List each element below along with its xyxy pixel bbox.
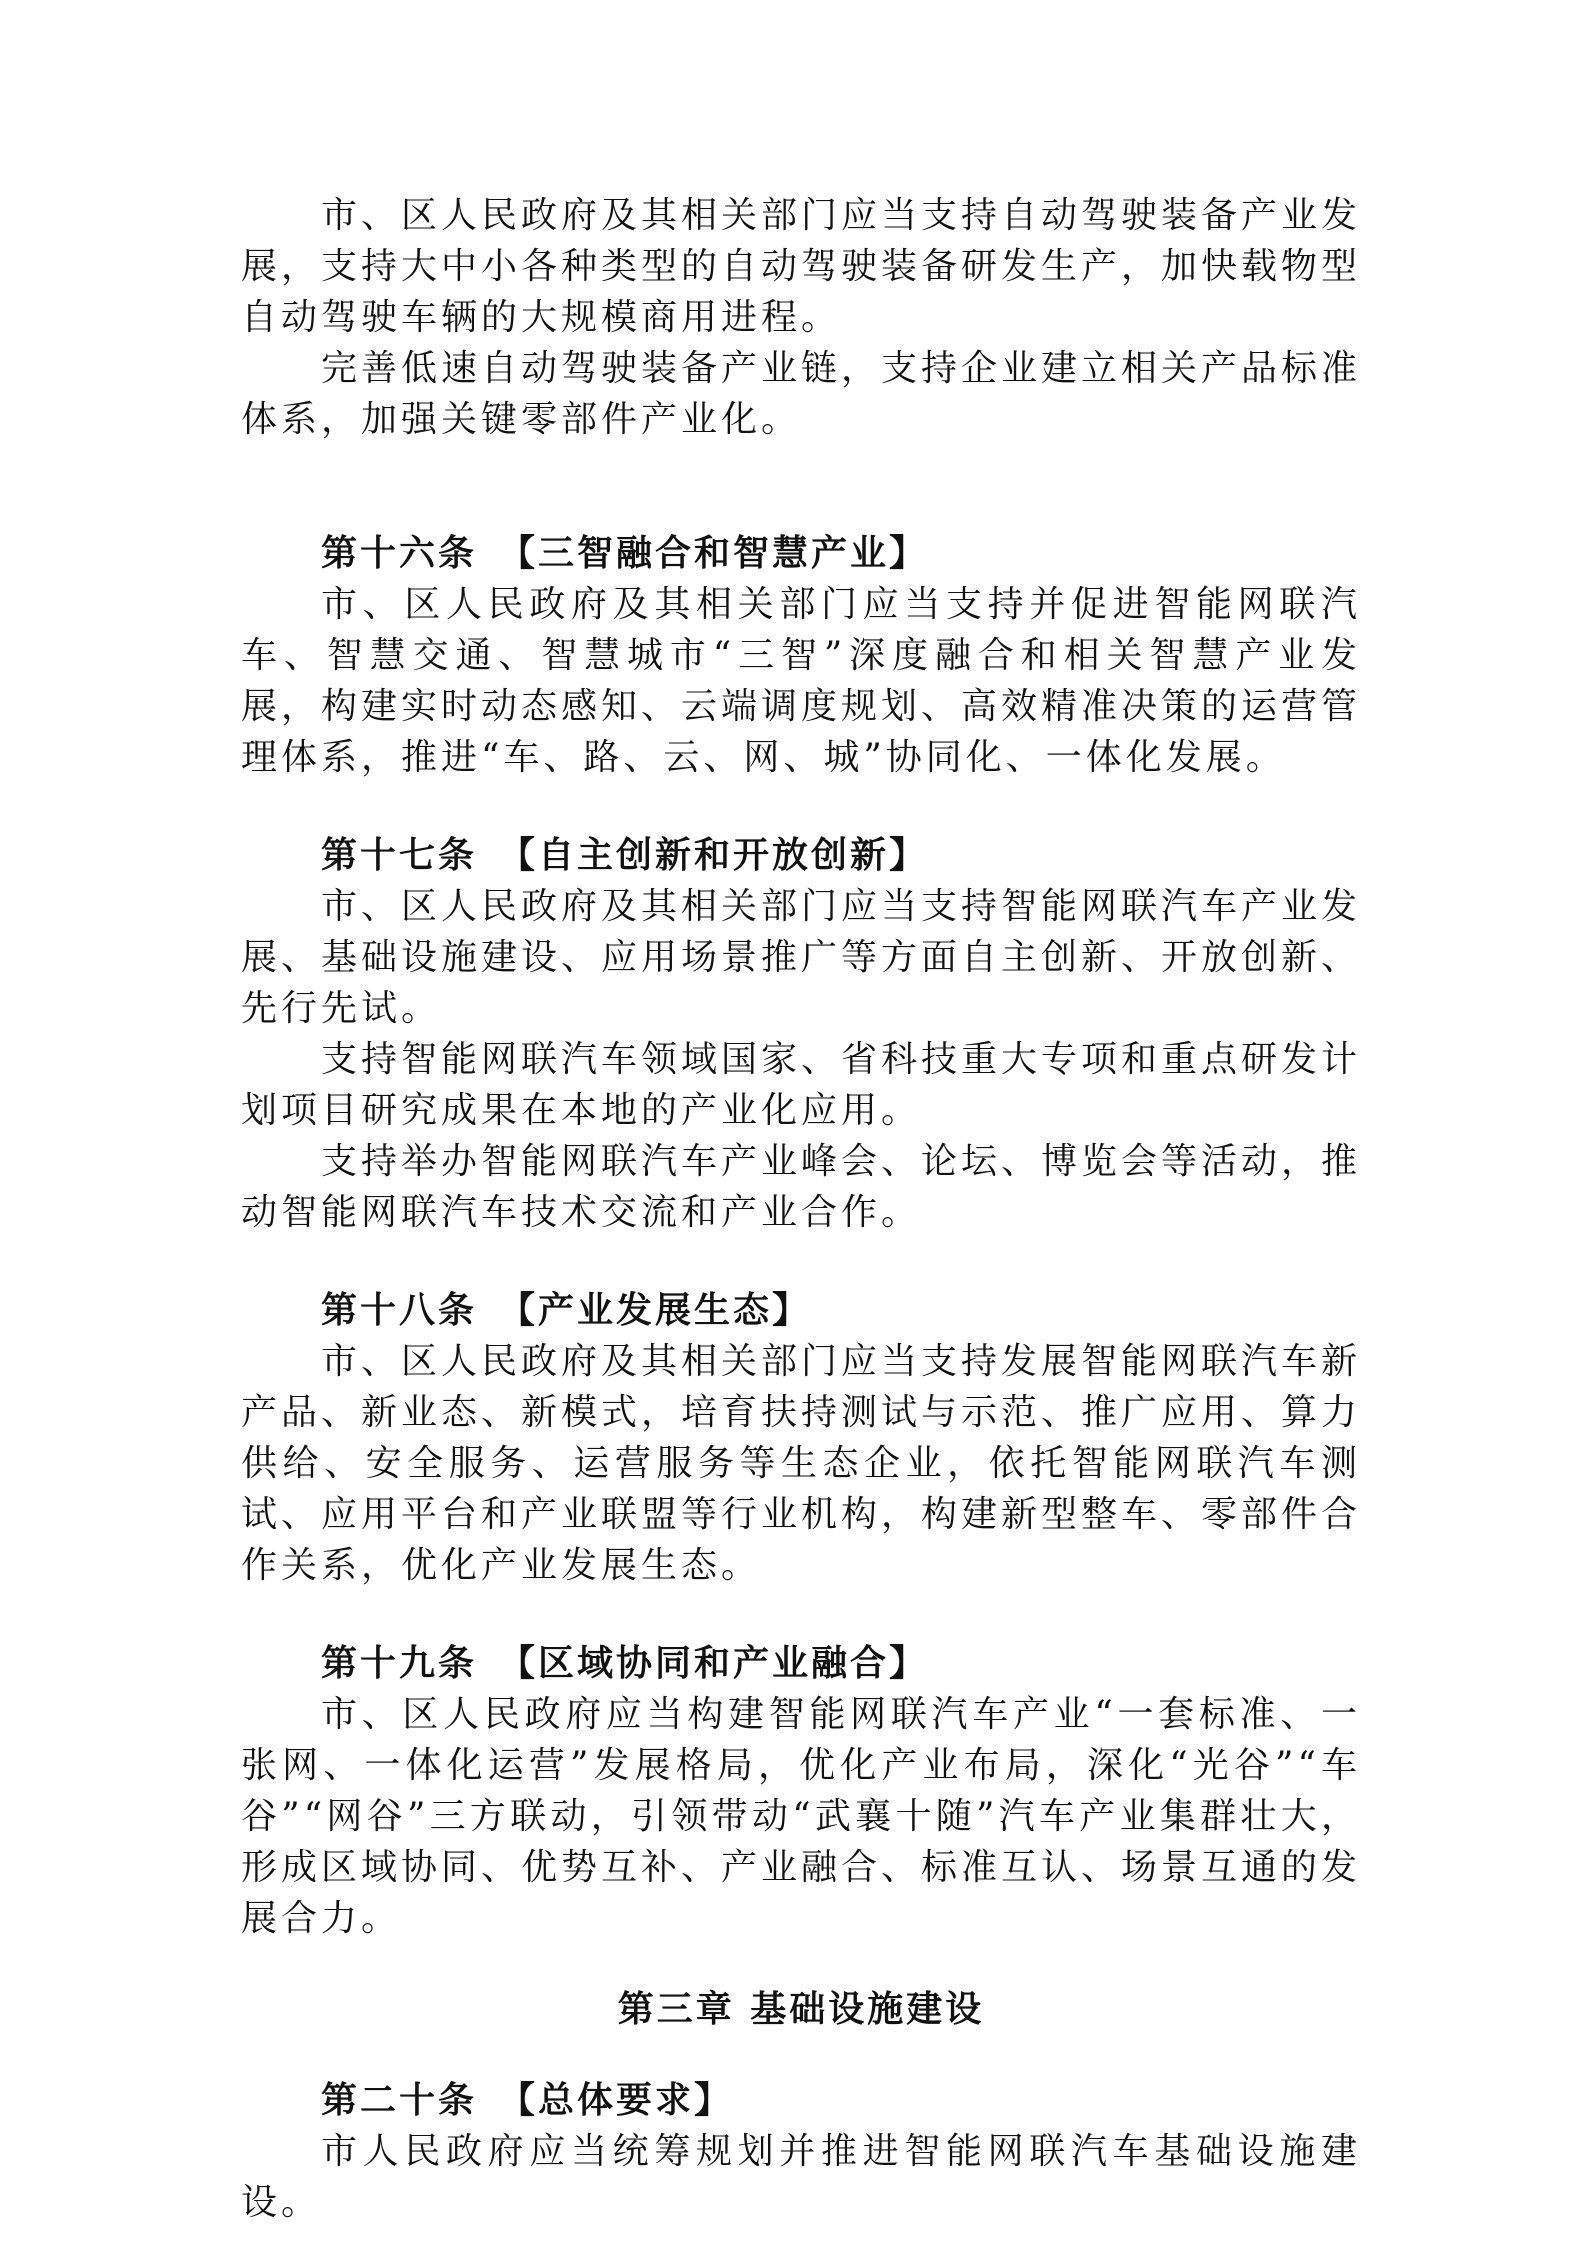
article-18-title: 【产业发展生态】 [499,1289,812,1331]
article-17-paragraph-3: 支持举办智能网联汽车产业峰会、论坛、博览会等活动，推动智能网联汽车技术交流和产业合作。 [241,1141,1362,1233]
intro-paragraph-2: 完善低速自动驾驶装备产业链，支持企业建立相关产品标准体系，加强关键零部件产业化。 [241,348,1362,440]
spacer [241,1591,1361,1638]
article-17-heading [241,830,1361,881]
spacer [241,1944,1361,1984]
intro-paragraph-1: 市、区人民政府及其相关部门应当支持自动驾驶装备产业发展，支持大中小各种类型的自动驾驶装备研发生产，加快载物型自动驾驶车辆的大规模商用进程。 [241,195,1362,338]
chapter-3-title: 第三章 基础设施建设 [617,1988,985,2030]
article-18-heading [241,1285,1361,1336]
article-17-paragraph-1: 市、区人民政府及其相关部门应当支持智能网联汽车产业发展、基础设施建设、应用场景推广等方面自主创新、开放创新、先行先试。 [241,886,1362,1029]
article-16-number: 第十六条 [321,532,478,574]
document-page [241,190,1361,2228]
spacer [241,1238,1361,1285]
article-20-title: 【总体要求】 [499,2079,734,2121]
article-19-paragraph-1: 市、区人民政府应当构建智能网联汽车产业“一套标准、一张网、一体化运营”发展格局，优化产业布局，深化“光谷”“车谷”“网谷”三方联动，引领带动“武襄十随”汽车产业集群壮大，形成区域协同、优势互补、产业融合、标准互认、场景互通的发展合力。 [241,1694,1362,1939]
article-19-heading [241,1638,1361,1689]
article-18-number: 第十八条 [321,1289,478,1331]
article-19-number: 第十九条 [321,1642,478,1684]
spacer [241,783,1361,830]
article-19-title: 【区域协同和产业融合】 [499,1642,929,1684]
article-20-heading [241,2075,1361,2126]
article-16-paragraph-1: 市、区人民政府及其相关部门应当支持并促进智能网联汽车、智慧交通、智慧城市“三智”深度融合和相关智慧产业发展，构建实时动态感知、云端调度规划、高效精准决策的运营管理体系，推进“车、路、云、网、城”协同化、一体化发展。 [241,584,1362,778]
article-17-title: 【自主创新和开放创新】 [499,834,929,876]
article-16-title: 【三智融合和智慧产业】 [499,532,929,574]
article-17-number: 第十七条 [321,834,478,876]
article-18-paragraph-1: 市、区人民政府及其相关部门应当支持发展智能网联汽车新产品、新业态、新模式，培育扶持测试与示范、推广应用、算力供给、安全服务、运营服务等生态企业，依托智能网联汽车测试、应用平台和产业联盟等行业机构，构建新型整车、零部件合作关系，优化产业发展生态。 [241,1341,1362,1586]
article-16-heading [241,528,1361,579]
article-20-number: 第二十条 [321,2079,478,2121]
article-20-paragraph-1: 市人民政府应当统筹规划并推进智能网联汽车基础设施建设。 [241,2131,1361,2223]
spacer [241,445,1361,528]
spacer [241,2035,1361,2075]
article-17-paragraph-2: 支持智能网联汽车领域国家、省科技重大专项和重点研发计划项目研究成果在本地的产业化应用。 [241,1039,1362,1131]
